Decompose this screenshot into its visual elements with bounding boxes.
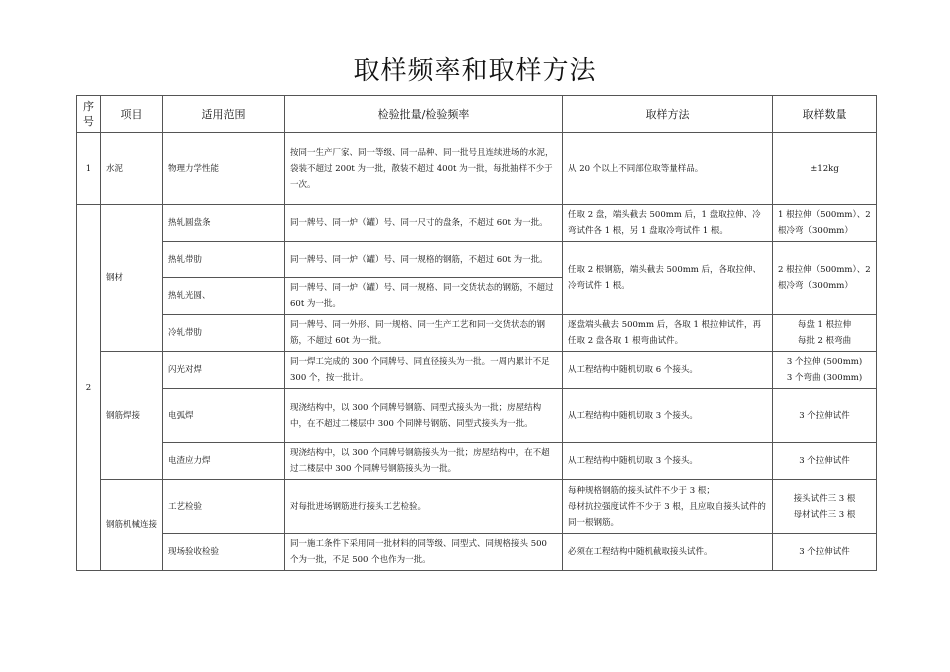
cell-item: 水泥 — [101, 133, 163, 205]
header-method: 取样方法 — [563, 96, 773, 133]
cell-batch: 对每批进场钢筋进行接头工艺检验。 — [285, 480, 563, 534]
qty-line: 3 个弯曲 (300mm) — [786, 373, 863, 383]
table-row — [77, 389, 877, 443]
table-row — [77, 315, 877, 352]
cell-scope: 物理力学性能 — [163, 133, 285, 205]
cell-method: 逐盘端头截去 500mm 后，各取 1 根拉伸试件，再任取 2 盘各取 1 根弯曲试件。 — [563, 315, 773, 352]
cell-scope: 热轧光圆、 — [163, 278, 285, 315]
cell-method: 从工程结构中随机切取 3 个接头。 — [563, 443, 773, 480]
page-title: 取样频率和取样方法 — [353, 56, 597, 86]
cell-qty — [773, 352, 877, 389]
header-qty: 取样数量 — [773, 96, 877, 133]
cell-method: 必须在工程结构中随机截取接头试件。 — [563, 534, 773, 571]
cell-method: 任取 2 盘，端头截去 500mm 后，1 盘取拉伸、冷弯试件各 1 根，另 1 盘取冷弯试件 1 根。 — [563, 205, 773, 242]
header-no: 序号 — [77, 96, 101, 133]
cell-no: 2 — [77, 205, 101, 571]
cell-batch: 同一牌号、同一炉（罐）号、同一规格的钢筋，不超过 60t 为一批。 — [285, 242, 563, 278]
cell-scope: 现场验收检验 — [163, 534, 285, 571]
qty-text: 1 根拉伸（500mm）、2 根冷弯（300mm） — [778, 210, 871, 236]
cell-item: 钢筋焊接 — [101, 352, 163, 480]
header-item: 项目 — [101, 96, 163, 133]
sampling-table — [76, 95, 877, 571]
cell-qty: 2 根拉伸（500mm）、2 根冷弯（300mm） — [773, 242, 877, 315]
cell-scope: 电渣应力焊 — [163, 443, 285, 480]
cell-qty: 3 个拉伸试件 — [773, 443, 877, 480]
cell-qty — [773, 205, 877, 242]
qty-line: 母材试件三 3 根 — [793, 509, 856, 520]
cell-batch: 同一牌号、同一炉（罐）号、同一尺寸的盘条，不超过 60t 为一批。 — [285, 205, 563, 242]
header-batch: 检验批量/检验频率 — [285, 96, 563, 133]
cell-qty: 3 个拉伸试件 — [773, 389, 877, 443]
table-row — [77, 242, 877, 278]
cell-item: 钢筋机械连接 — [101, 480, 163, 571]
cell-scope: 热轧带肋 — [163, 242, 285, 278]
table-row — [77, 133, 877, 205]
cell-qty — [773, 315, 877, 352]
cell-batch: 现浇结构中，以 300 个同牌号钢筋接头为一批；房屋结构中，在不超过二楼层中 300 个同牌号钢筋接头为一批。 — [285, 443, 563, 480]
table-row — [77, 534, 877, 571]
cell-scope: 工艺检验 — [163, 480, 285, 534]
cell-qty — [773, 480, 877, 534]
cell-qty: 3 个拉伸试件 — [773, 534, 877, 571]
cell-batch: 按同一生产厂家、同一等级、同一品种、同一批号且连续进场的水泥，袋装不超过 200t 为一批，散装不超过 400t 为一批，每批抽样不少于一次。 — [285, 133, 563, 205]
qty-line: 接头试件三 3 根 — [793, 493, 856, 504]
header-row — [77, 96, 877, 133]
cell-method: 从 20 个以上不同部位取等量样品。 — [563, 133, 773, 205]
table-row — [77, 480, 877, 534]
cell-scope: 冷轧带肋 — [163, 315, 285, 352]
qty-line: 每盘 1 根拉伸 — [797, 320, 852, 330]
header-scope: 适用范围 — [163, 96, 285, 133]
cell-scope: 电弧焊 — [163, 389, 285, 443]
table-row — [77, 205, 877, 242]
cell-scope: 热轧圆盘条 — [163, 205, 285, 242]
cell-method: 任取 2 根钢筋，端头截去 500mm 后，各取拉伸、冷弯试件 1 根。 — [563, 242, 773, 315]
cell-method: 从工程结构中随机切取 3 个接头。 — [563, 389, 773, 443]
cell-method — [563, 480, 773, 534]
cell-batch: 同一施工条件下采用同一批材料的同等级、同型式、同规格接头 500 个为一批，不足 500 个也作为一批。 — [285, 534, 563, 571]
cell-batch: 同一牌号、同一炉（罐）号、同一规格、同一交货状态的钢筋，不超过 60t 为一批。 — [285, 278, 563, 315]
cell-method: 从工程结构中随机切取 6 个接头。 — [563, 352, 773, 389]
cell-batch: 同一焊工完成的 300 个同牌号、同直径接头为一批。一周内累计不足 300 个，按一批计。 — [285, 352, 563, 389]
table-row — [77, 443, 877, 480]
table-row — [77, 352, 877, 389]
method-line: 每种规格钢筋的接头试件不少于 3 根； — [568, 485, 715, 496]
cell-item: 钢材 — [101, 205, 163, 352]
cell-batch: 同一牌号、同一外形、同一规格、同一生产工艺和同一交货状态的钢筋，不超过 60t 为一批。 — [285, 315, 563, 352]
cell-no: 1 — [77, 133, 101, 205]
cell-batch: 现浇结构中，以 300 个同牌号钢筋、同型式接头为一批；房屋结构中，在不超过二楼层中 300 个同牌号钢筋、同型式接头为一批。 — [285, 389, 563, 443]
qty-line: 3 个拉伸 (500mm) — [786, 357, 863, 367]
method-line: 母材抗拉强度试件不少于 3 根，且应取自接头试件的同一根钢筋。 — [568, 501, 766, 528]
cell-scope: 闪光对焊 — [163, 352, 285, 389]
qty-line: 每批 2 根弯曲 — [797, 336, 852, 346]
cell-qty: ±12kg — [773, 133, 877, 205]
